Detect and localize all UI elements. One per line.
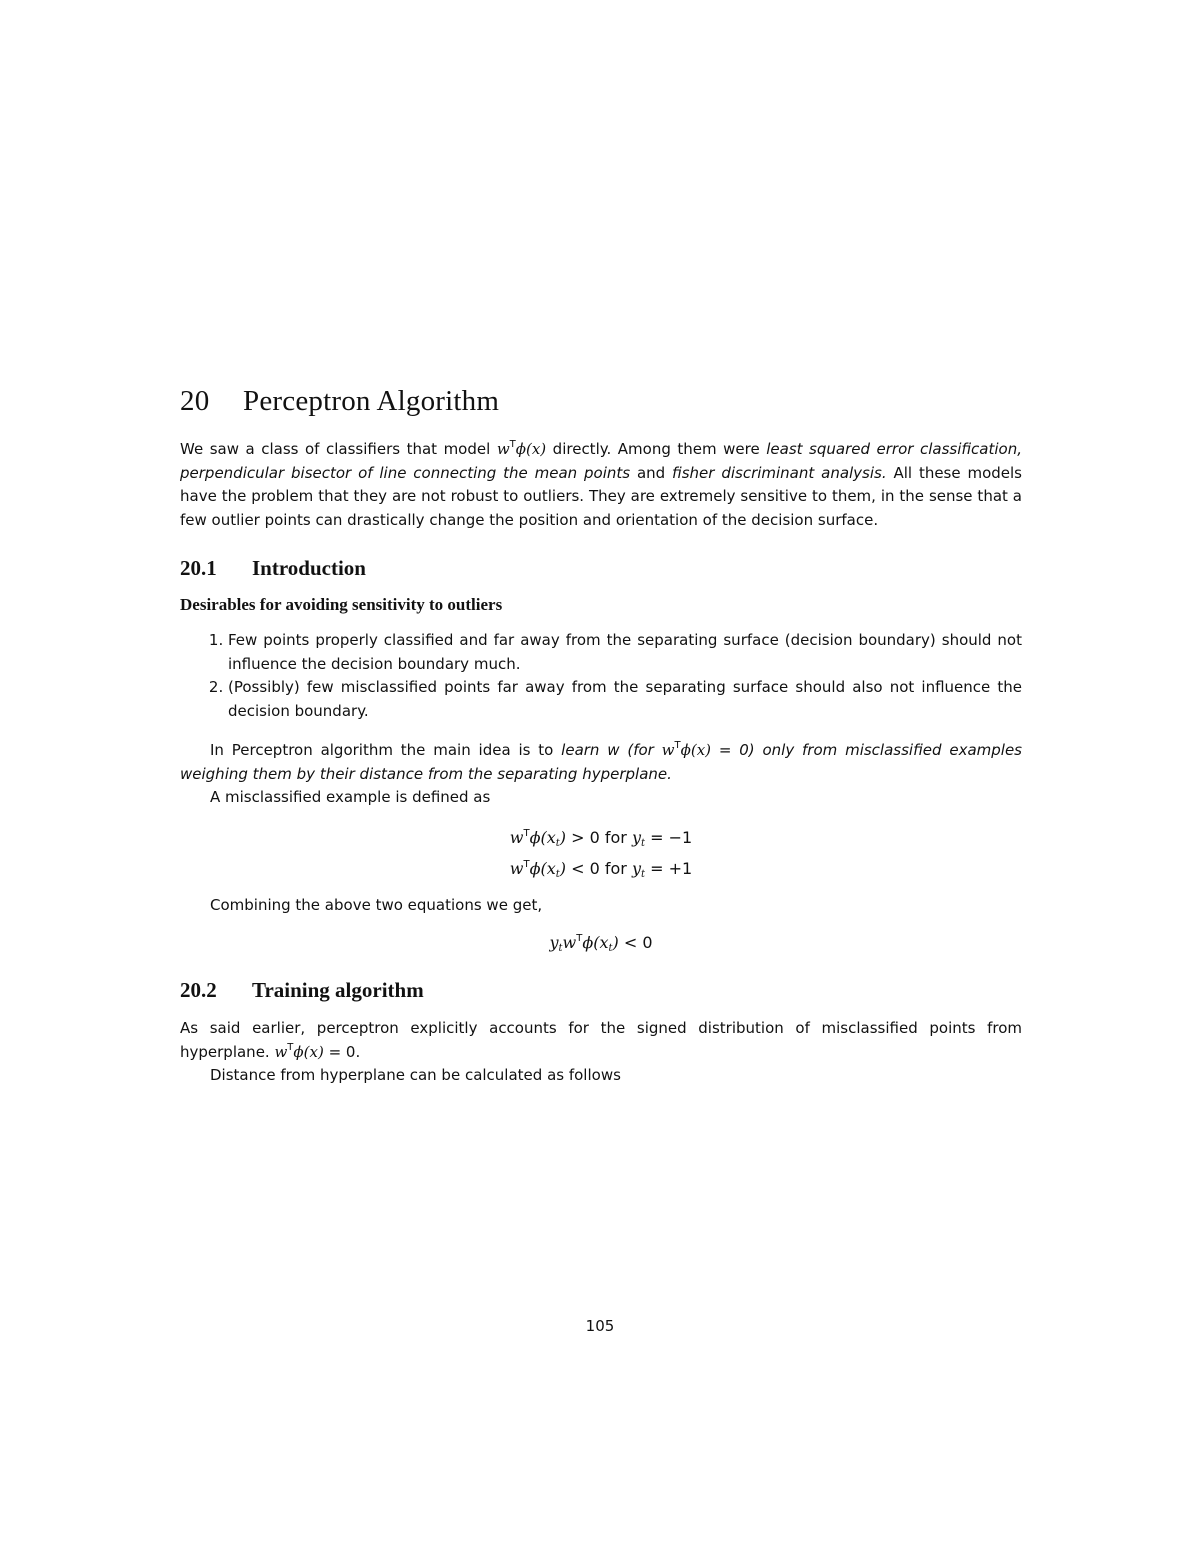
intro-paragraph — [180, 438, 1022, 532]
section-heading-20-1 — [180, 556, 1022, 581]
section-number: 20.1 — [180, 556, 217, 580]
equation-2: $w^T\phi(x_t) < 0$ for $y_t = +1$ — [509, 858, 693, 880]
idea-text: In Perceptron algorithm the main idea is to — [210, 741, 562, 759]
combining-line: Combining the above two equations we get, — [210, 895, 543, 914]
list-item: 1. Few points properly classified and far away from the separating surface (decision boundary) should not influence the decision boundary much. — [228, 629, 1022, 676]
intro-text-2: directly. Among them were — [546, 440, 767, 458]
combined-equation: $y_tw^T\phi(x_t) < 0$ — [549, 933, 653, 954]
intro-text-3: and — [630, 463, 673, 482]
equation-1: $w^T\phi(x_t) > 0$ for $y_t = -1$ — [509, 827, 693, 849]
section-heading-20-2 — [180, 978, 1022, 1003]
perceptron-idea-paragraph — [180, 739, 1022, 786]
subheading: Desirables for avoiding sensitivity to outliers — [180, 595, 503, 614]
intro-italic-1: least squared error classification, perpendicular bisector of line connecting the mean points — [180, 440, 1022, 482]
chapter-title: Perceptron Algorithm — [243, 385, 500, 417]
intro-text-1: We saw a class of classifiers that model — [180, 440, 497, 458]
training-text-end: = 0. — [323, 1042, 361, 1061]
math-wT-phi-x: $w^T\phi(x)$ — [661, 740, 712, 759]
chapter-heading — [180, 385, 1022, 418]
intro-italic-2: fisher discriminant analysis. — [672, 463, 887, 482]
section-title: Training algorithm — [252, 978, 424, 1002]
list-item: 2. (Possibly) few misclassified points far away from the separating surface should also not influence the decision boundary. — [228, 676, 1022, 723]
idea-italic-1: learn w (for — [561, 741, 662, 759]
training-text: As said earlier, perceptron explicitly accounts for the signed distribution of misclassified points from hyperplane. — [180, 1019, 1022, 1061]
math-wT-phi-x: $w^T\phi(x)$ — [274, 1041, 324, 1061]
section-title: Introduction — [252, 556, 366, 580]
section-number: 20.2 — [180, 978, 217, 1002]
math-wT-phi-x: $w^T\phi(x)$ — [496, 439, 547, 458]
idea-italic-2: = 0) only from misclassified examples weighing them by their distance from the separating hyperplane. — [180, 741, 1022, 783]
page-content — [180, 385, 1022, 1088]
definition-line: A misclassified example is defined as — [210, 788, 491, 806]
desirables-list — [180, 629, 1022, 723]
chapter-number: 20 — [180, 385, 210, 417]
intro-text-4: All these models have the problem that they are not robust to outliers. They are extremely sensitive to them, in the sense that a few outlier points can drastically change the position and orientation of the decision surface. — [180, 463, 1022, 529]
page-number: 105 — [585, 1317, 615, 1335]
distance-line: Distance from hyperplane can be calculated as follows — [210, 1066, 621, 1084]
misclassified-equations — [180, 822, 1022, 884]
training-paragraph — [180, 1017, 1022, 1064]
